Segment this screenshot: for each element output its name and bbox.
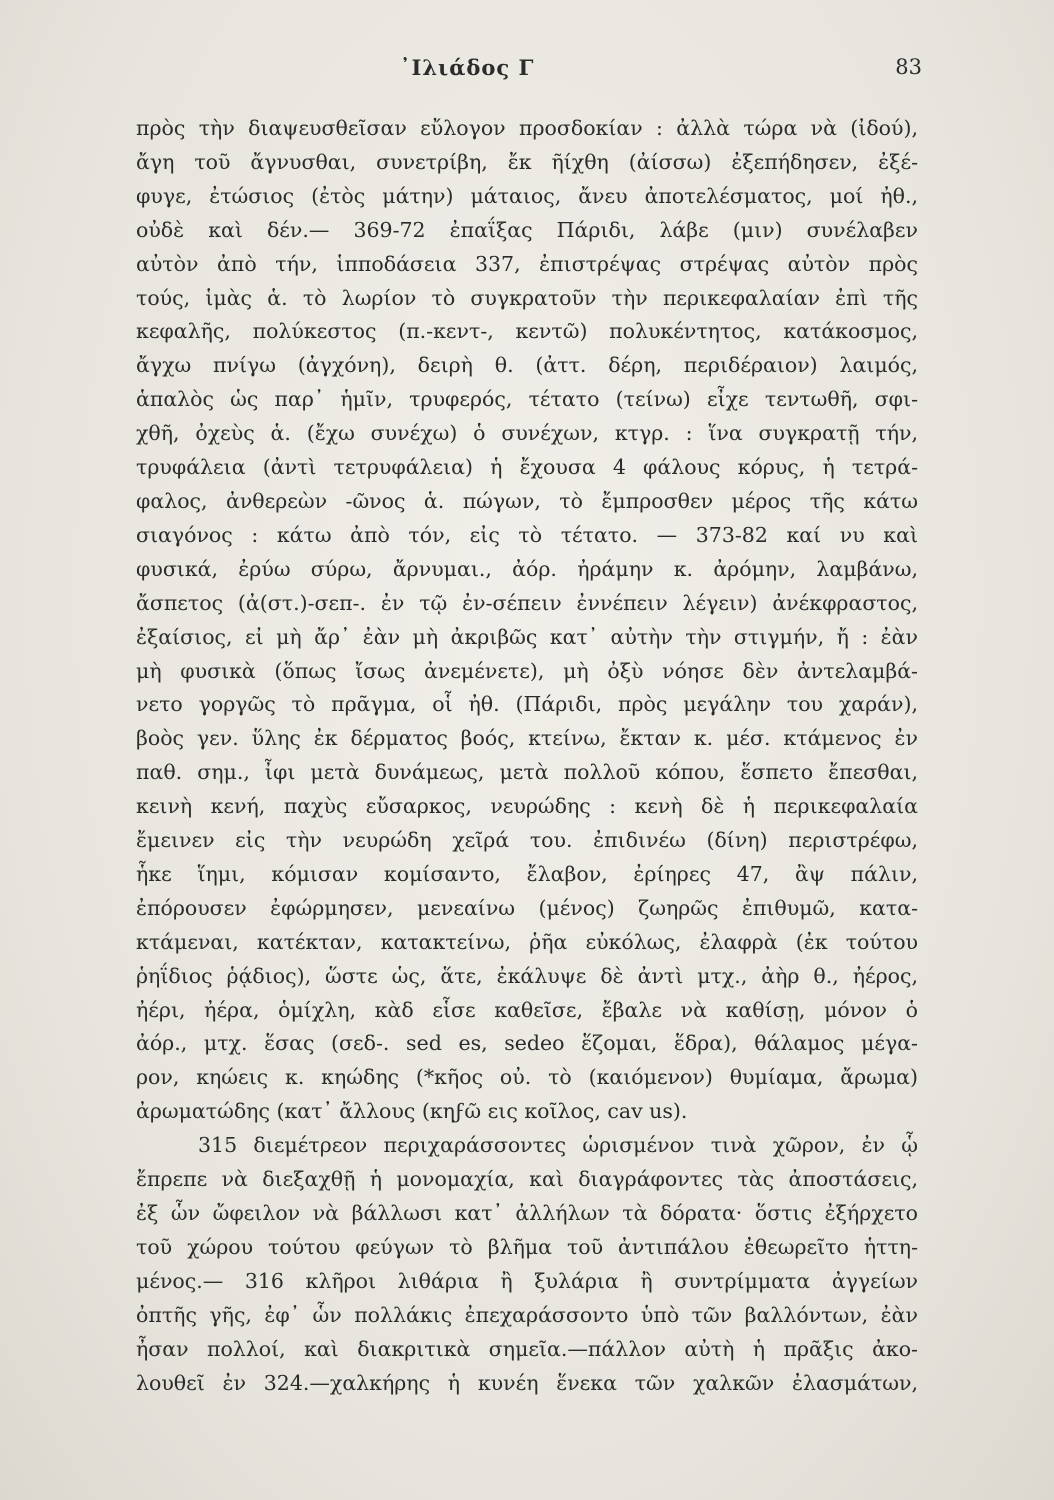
text-line: ἀρωματώδης (κατ᾽ ἄλλους (κηϝῶ εις κοῖλος, cav us). <box>136 1099 688 1124</box>
text-line: σιαγόνος : κάτω ἀπὸ τόν, εἰς τὸ τέτατο. — 373-82 καί νυ καὶ <box>136 522 918 547</box>
text-line: οὐδὲ καὶ δέν.— 369-72 ἐπαΐξας Πάριδι, λάβε (μιν) συνέλαβεν <box>136 217 918 242</box>
text-line: 315 διεμέτρεον περιχαράσσοντες ὡρισμένον τινὰ χῶρον, ἐν ᾧ <box>198 1133 918 1158</box>
page-header <box>0 55 1054 85</box>
text-line: ἁπαλὸς ὡς παρ᾽ ἡμῖν, τρυφερός, τέτατο (τείνω) εἶχε τεντωθῆ, σφι- <box>136 387 918 412</box>
text-line: μένος.— 316 κλῆροι λιθάρια ἢ ξυλάρια ἢ συντρίμματα ἀγγείων <box>136 1268 918 1293</box>
text-line: νετο γοργῶς τὸ πρᾶγμα, οἷ ἠθ. (Πάριδι, πρὸς μεγάλην του χαράν), <box>136 692 918 717</box>
text-line: ἄγη τοῦ ἄγνυσθαι, συνετρίβη, ἔκ ῆίχθη (ἀίσσω) ἐξεπήδησεν, ἐξέ- <box>136 149 918 174</box>
text-line: λουθεῖ ἐν 324.—χαλκήρης ἡ κυνέη ἕνεκα τῶν χαλκῶν ἐλασμάτων, <box>136 1370 918 1395</box>
commentary-text <box>136 112 918 1400</box>
text-line: παθ. σημ., ἶφι μετὰ δυνάμεως, μετὰ πολλοῦ κόπου, ἕσπετο ἔπεσθαι, <box>136 760 918 785</box>
text-line: χθῆ, ὀχεὺς ἁ. (ἔχω συνέχω) ὁ συνέχων, κτγρ. : ἵνα συγκρατῇ τήν, <box>136 421 918 446</box>
text-line: ἦσαν πολλοί, καὶ διακριτικὰ σημεῖα.—πάλλον αὐτὴ ἡ πρᾶξις ἀκο- <box>136 1336 918 1361</box>
text-line: κεφαλῆς, πολύκεστος (π.-κεντ-, κεντῶ) πολυκέντητος, κατάκοσμος, <box>136 319 918 344</box>
text-line: ἔμεινεν εἰς τὴν νευρώδη χεῖρά του. ἐπιδινέω (δίνη) περιστρέφω, <box>136 828 918 853</box>
text-line: κεινὴ κενή, παχὺς εὔσαρκος, νευρώδης : κενὴ δὲ ἡ περικεφαλαία <box>136 794 918 819</box>
text-line: πρὸς τὴν διαψευσθεῖσαν εὔλογον προσδοκίαν : ἀλλὰ τώρα νὰ (ἰδού), <box>136 116 918 140</box>
text-line: βοὸς γεν. ὕλης ἐκ δέρματος βοός, κτείνω, ἔκταν κ. μέσ. κτάμενος ἐν <box>136 726 918 751</box>
text-line: ὀπτῆς γῆς, ἐφ᾽ ὧν πολλάκις ἐπεχαράσσοντο ὑπὸ τῶν βαλλόντων, ἐὰν <box>136 1302 918 1327</box>
text-line: τοῦ χώρου τούτου φεύγων τὸ βλῆμα τοῦ ἀντιπάλου ἐθεωρεῖτο ἡττη- <box>136 1234 918 1259</box>
text-line: ἀόρ., μτχ. ἕσας (σεδ-. sed es, sedeo ἕζομαι, ἕδρα), θάλαμος μέγα- <box>136 1031 918 1056</box>
text-line: ρον, κηώεις κ. κηώδης (*κῆος οὐ. τὸ (καιόμενον) θυμίαμα, ἄρωμα) <box>136 1065 918 1090</box>
text-line: τρυφάλεια (ἀντὶ τετρυφάλεια) ἡ ἔχουσα 4 φάλους κόρυς, ἡ τετρά- <box>136 455 918 480</box>
text-line: μὴ φυσικὰ (ὅπως ἴσως ἀνεμένετε), μὴ ὀξὺ νόησε δὲν ἀντελαμβά- <box>136 658 918 683</box>
text-line: ἄσπετος (ἀ(στ.)-σεπ-. ἐν τῷ ἐν-σέπειν ἐννέπειν λέγειν) ἀνέκφραστος, <box>136 590 918 615</box>
text-line: αὐτὸν ἀπὸ τήν, ἱπποδάσεια 337, ἐπιστρέψας στρέψας αὐτὸν πρὸς <box>136 251 918 276</box>
page-number: 83 <box>895 55 922 79</box>
text-line: ἐξ ὧν ὤφειλον νὰ βάλλωσι κατ᾽ ἀλλήλων τὰ δόρατα· ὅστις ἐξήρχετο <box>136 1201 918 1225</box>
text-line: ἐξαίσιος, εἰ μὴ ἄρ᾽ ἐὰν μὴ ἀκριβῶς κατ᾽ αὐτὴν τὴν στιγμήν, ἤ : ἐὰν <box>136 624 918 649</box>
text-line: κτάμεναι, κατέκταν, κατακτείνω, ῥῆα εὐκόλως, ἐλαφρὰ (ἐκ τούτου <box>136 929 918 954</box>
text-line: φυσικά, ἐρύω σύρω, ἄρνυμαι., ἀόρ. ἠράμην κ. ἀρόμην, λαμβάνω, <box>136 556 918 581</box>
text-line: φαλος, ἀνθερεὼν -ῶνος ἁ. πώγων, τὸ ἔμπροσθεν μέρος τῆς κάτω <box>136 488 918 513</box>
text-line: ἄγχω πνίγω (ἀγχόνη), δειρὴ θ. (ἀττ. δέρη, περιδέραιον) λαιμός, <box>136 353 918 378</box>
text-line: ἧκε ἵημι, κόμισαν κομίσαντο, ἔλαβον, ἐρίηρες 47, ἂψ πάλιν, <box>136 861 918 886</box>
text-line: ῥηΐδιος ῥᾴδιος), ὥστε ὡς, ἅτε, ἐκάλυψε δὲ ἀντὶ μτχ., ἀὴρ θ., ἠέρος, <box>136 963 918 988</box>
text-line: ἔπρεπε νὰ διεξαχθῇ ἡ μονομαχία, καὶ διαγράφοντες τὰς ἀποστάσεις, <box>136 1167 918 1192</box>
text-line: ἐπόρουσεν ἐφώρμησεν, μενεαίνω (μένος) ζωηρῶς ἐπιθυμῶ, κατα- <box>136 895 918 920</box>
text-line: φυγε, ἐτώσιος (ἐτὸς μάτην) μάταιος, ἄνευ ἀποτελέσματος, μοί ἠθ., <box>136 183 918 208</box>
text-line: τούς, ἱμὰς ἁ. τὸ λωρίον τὸ συγκρατοῦν τὴν περικεφαλαίαν ἐπὶ τῆς <box>136 285 918 310</box>
text-line: ἠέρι, ἠέρα, ὁμίχλη, κὰδ εἷσε καθεῖσε, ἔβαλε νὰ καθίσῃ, μόνον ὁ <box>136 997 918 1022</box>
running-title: ᾽Ιλιάδος Γ <box>400 55 535 80</box>
